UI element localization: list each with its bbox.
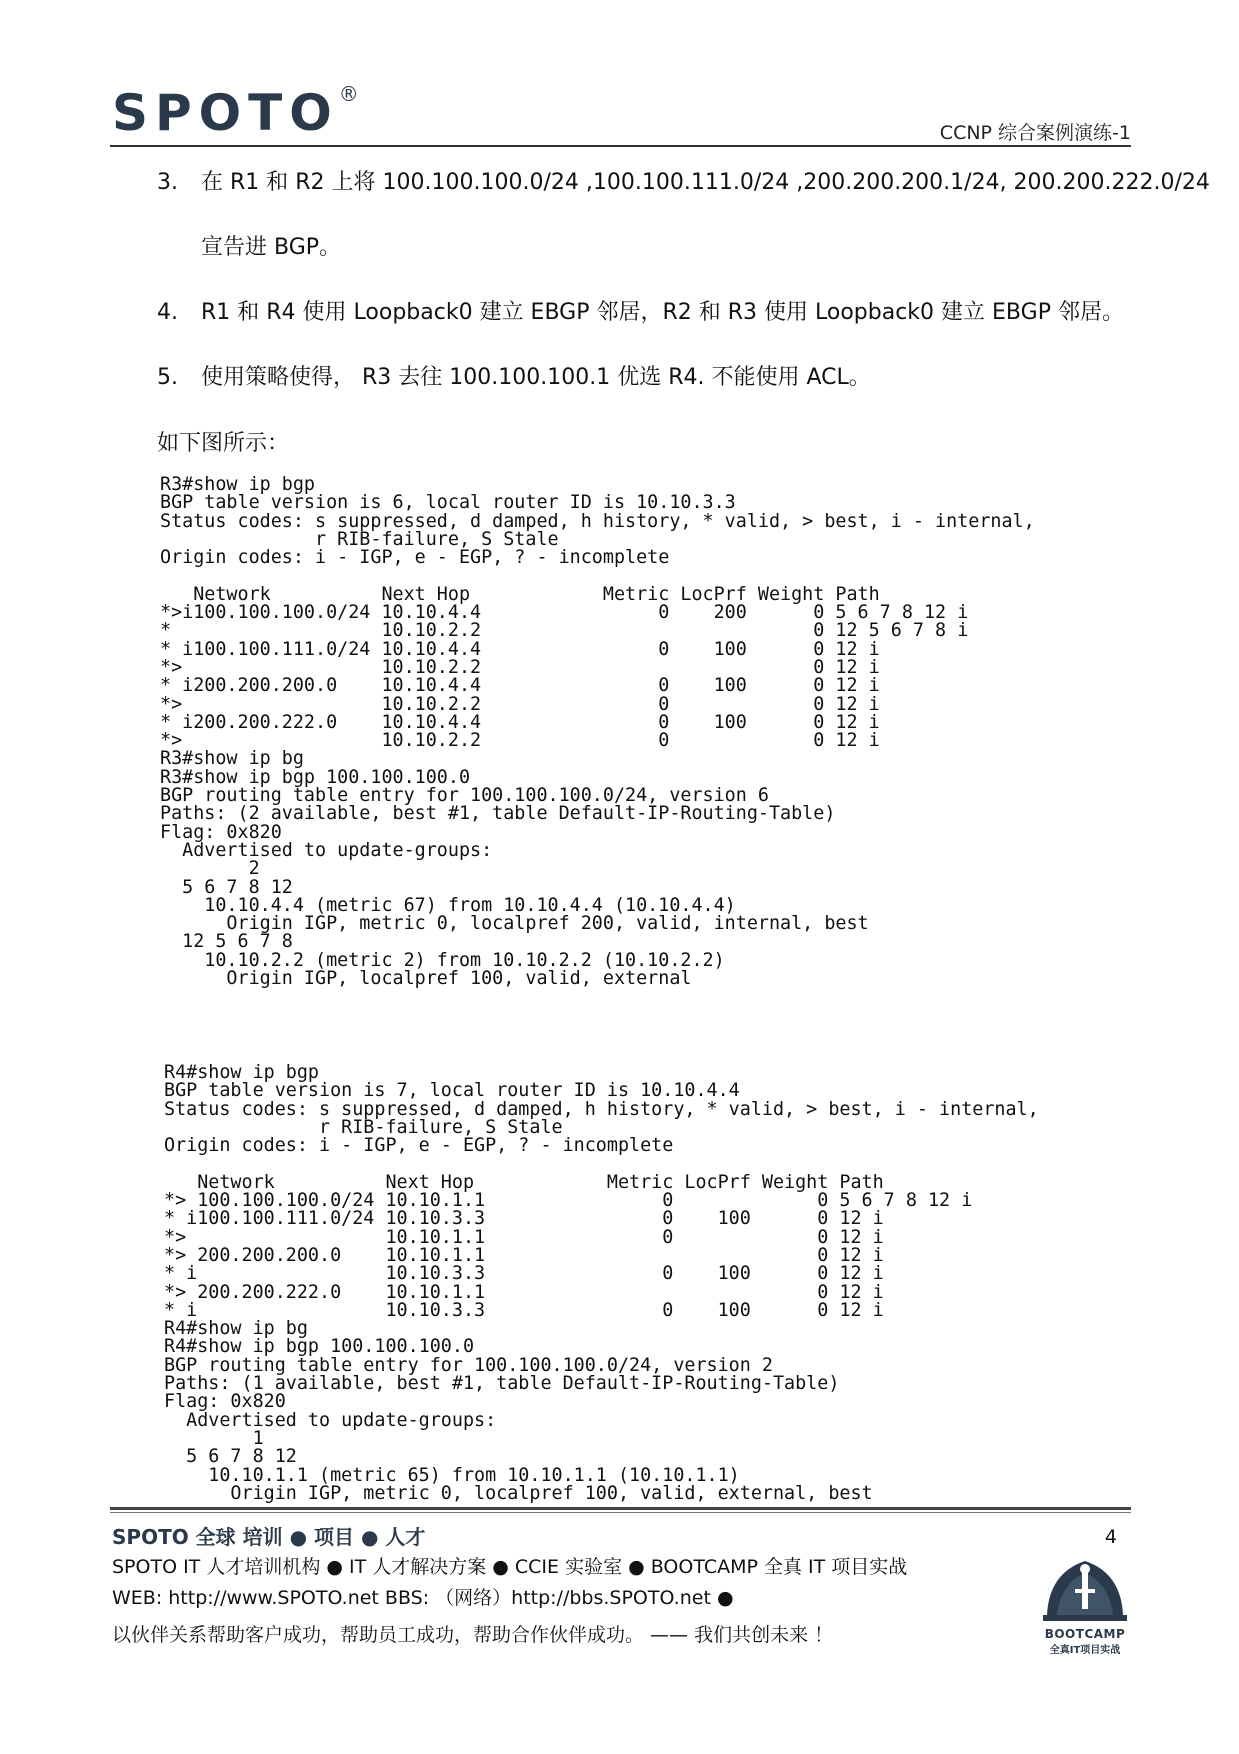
item-number: 4. bbox=[157, 300, 178, 325]
item-text: 在 R1 和 R2 上将 100.100.100.0/24 ,100.100.111.0/24 ,200.200.200.1/24, 200.200.222.0/24 bbox=[201, 170, 1210, 195]
logo-text: SPOTO bbox=[112, 84, 339, 142]
footer-motto: 以伙伴关系帮助客户成功，帮助员工成功，帮助合作伙伴成功。 —— 我们共创未来 ！ bbox=[112, 1624, 834, 1646]
spoto-logo bbox=[112, 82, 359, 142]
item-text: 使用策略使得， R3 去往 100.100.100.1 优选 R4. 不能使用 ACL。 bbox=[201, 365, 871, 390]
footer-services: SPOTO IT 人才培训机构 ● IT 人才解决方案 ● CCIE 实验室 ● BOOTCAMP 全真 IT 项目实战 bbox=[112, 1556, 908, 1578]
item-number: 3. bbox=[157, 170, 178, 195]
bootcamp-logo bbox=[1035, 1555, 1135, 1656]
item-number: 5. bbox=[157, 365, 178, 390]
registered-mark: ® bbox=[338, 82, 359, 106]
document-title: CCNP 综合案例演练-1 bbox=[939, 122, 1131, 144]
header-divider bbox=[110, 145, 1131, 147]
footer-links: WEB: http://www.SPOTO.net BBS: （网络）http://bbs.SPOTO.net ● bbox=[112, 1587, 734, 1609]
item-text: R1 和 R4 使用 Loopback0 建立 EBGP 邻居，R2 和 R3 使用 Loopback0 建立 EBGP 邻居。 bbox=[201, 300, 1124, 325]
footer-slogan: SPOTO 全球 培训 ● 项目 ● 人才 bbox=[112, 1525, 426, 1549]
r4-bgp-output: R4#show ip bgp BGP table version is 7, local router ID is 10.10.4.4 Status codes: s suppressed, d damped, h history, * valid, > best, i - internal, r RIB-failure, S Stale Origin codes: i - IGP, e - EGP, ? - incomplete Network Next Hop Metric LocPrf Weight Path *> 100.100.100.0/24 10.10.1.1 0 0 5 6 7 8 12 i * i100.100.111.0/24 10.10.3.3 0 100 0 12 i *> 10.10.1.1 0 0 12 i *> 200.200.200.0 10.10.1.1 0 12 i * i 10.10.3.3 0 100 0 12 i *> 200.200.222.0 10.10.1.1 0 12 i * i 10.10.3.3 0 100 0 12 i R4#show ip bg R4#show ip bgp 100.100.100.0 BGP routing table entry for 100.100.100.0/24, version 2 Paths: (1 available, best #1, table Default-IP-Routing-Table) Flag: 0x820 Advertised to update-groups: 1 5 6 7 8 12 10.10.1.1 (metric 65) from 10.10.1.1 (10.10.1.1) Origin IGP, metric 0, localpref 100, valid, external, best bbox=[164, 1062, 1039, 1504]
footer-divider-thin bbox=[110, 1512, 1131, 1513]
footer-divider bbox=[110, 1507, 1131, 1510]
r3-bgp-output: R3#show ip bgp BGP table version is 6, local router ID is 10.10.3.3 Status codes: s suppressed, d damped, h history, * valid, > best, i - internal, r RIB-failure, S Stale Origin codes: i - IGP, e - EGP, ? - incomplete Network Next Hop Metric LocPrf Weight Path *>i100.100.100.0/24 10.10.4.4 0 200 0 5 6 7 8 12 i * 10.10.2.2 0 12 5 6 7 8 i * i100.100.111.0/24 10.10.4.4 0 100 0 12 i *> 10.10.2.2 0 12 i * i200.200.200.0 10.10.4.4 0 100 0 12 i *> 10.10.2.2 0 0 12 i * i200.200.222.0 10.10.4.4 0 100 0 12 i *> 10.10.2.2 0 0 12 i R3#show ip bg R3#show ip bgp 100.100.100.0 BGP routing table entry for 100.100.100.0/24, version 6 Paths: (2 available, best #1, table Default-IP-Routing-Table) Flag: 0x820 Advertised to update-groups: 2 5 6 7 8 12 10.10.4.4 (metric 67) from 10.10.4.4 (10.10.4.4) Origin IGP, metric 0, localpref 200, valid, internal, best 12 5 6 7 8 10.10.2.2 (metric 2) from 10.10.2.2 (10.10.2.2) Origin IGP, localpref 100, valid, external bbox=[160, 474, 1035, 990]
bootcamp-subtitle: 全真IT项目实战 bbox=[1049, 1645, 1121, 1656]
bootcamp-label: BOOTCAMP bbox=[1044, 1627, 1126, 1641]
page-number: 4 bbox=[1104, 1526, 1117, 1548]
item-text: 宣告进 BGP。 bbox=[201, 235, 342, 260]
figure-caption: 如下图所示： bbox=[157, 431, 290, 456]
bootcamp-emblem-icon bbox=[1035, 1555, 1135, 1625]
